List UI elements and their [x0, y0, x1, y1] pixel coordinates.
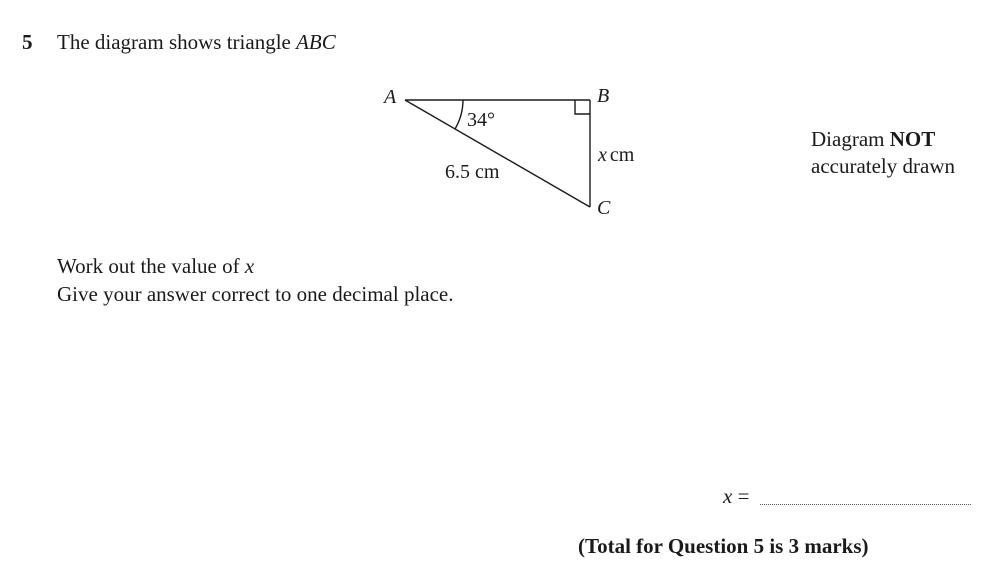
instruction-line2: Give your answer correct to one decimal place. — [57, 282, 454, 306]
instruction-line1-text: Work out the value of — [57, 254, 245, 278]
instruction-variable: x — [244, 254, 255, 278]
instructions — [57, 252, 454, 308]
angle-arc — [455, 100, 463, 129]
diagram-note-line2: accurately drawn — [811, 154, 955, 178]
answer-variable: x — [723, 484, 733, 508]
vertex-b-label: B — [597, 85, 610, 107]
diagram-note-bold: NOT — [889, 127, 936, 151]
side-variable: x — [598, 144, 607, 166]
answer-line[interactable] — [760, 503, 971, 505]
answer-equals: = — [732, 484, 750, 508]
hypotenuse-label: 6.5 cm — [445, 161, 500, 183]
angle-label: 34° — [467, 109, 495, 131]
answer-label — [723, 484, 749, 509]
triangle-name: ABC — [296, 30, 336, 54]
question-number: 5 — [22, 30, 33, 54]
side-ac — [405, 100, 590, 207]
vertex-c-label: C — [597, 197, 611, 219]
total-marks: (Total for Question 5 is 3 marks) — [578, 534, 869, 558]
side-unit: cm — [609, 144, 635, 166]
diagram-note — [811, 126, 955, 180]
diagram-note-line1 — [811, 126, 955, 153]
right-angle-marker — [575, 100, 590, 114]
vertex-a-label: A — [384, 86, 397, 108]
diagram-note-prefix: Diagram — [811, 127, 890, 151]
question-stem-text: The diagram shows triangle — [57, 30, 297, 54]
instruction-line1 — [57, 252, 454, 280]
side-bc-label — [597, 144, 635, 166]
